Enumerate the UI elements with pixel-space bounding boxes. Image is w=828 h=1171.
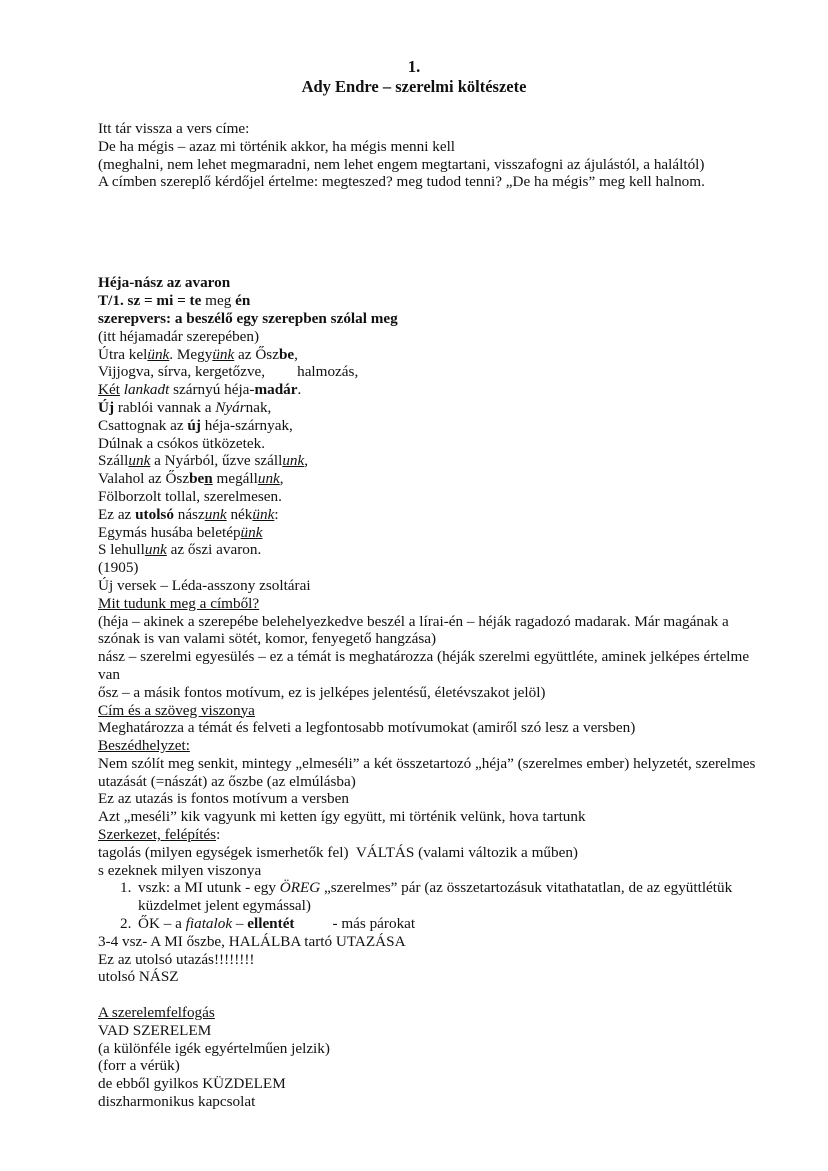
document-body [98,120,758,1111]
page-title: Ady Endre – szerelmi költészete [301,77,527,96]
paragraph: Nem szólít meg senkit, mintegy „elmeséli” a két összetartozó „héja” (szerelmes ember) helyzetét, szerelmes utazását (=nászát) az őszbe (az elmúlásba) [98,754,756,790]
poem-line: Új rablói vannak a Nyárnak, [98,398,272,416]
list-item: 2. ŐK – a fiatalok – ellentét - más párokat [120,915,416,933]
paragraph: Meghatározza a témát és felveti a legfontosabb motívumokat (amiről szó lesz a versben) [98,719,636,737]
paragraph: 3-4 vsz- A MI őszbe, HALÁLBA tartó UTAZÁSA [98,932,406,950]
person-note: T/1. sz = mi = te meg én [98,292,251,310]
structure-list [98,879,758,932]
role-line: szerepvers: a beszélő egy szerepben szólal meg [98,309,398,327]
poem-volume: Új versek – Léda-asszony zsoltárai [98,576,311,594]
poem-line: S lehullunk az őszi avaron. [98,541,262,559]
heading-title-meaning: Mit tudunk meg a címből? [98,594,260,612]
paragraph: VAD SZERELEM [98,1021,212,1039]
poem-line: Vijjogva, sírva, kergetőzve, halmozás, [98,363,359,381]
poem-line: Fölborzolt tollal, szerelmesen. [98,487,282,505]
heading-title-text-relation: Cím és a szöveg viszonya [98,701,255,719]
poem-title: Héja-nász az avaron [98,274,231,292]
paragraph: ősz – a másik fontos motívum, ez is jelképes jelentésű, életévszakot jelöl) [98,683,546,701]
intro-line: De ha mégis – azaz mi történik akkor, ha mégis menni kell [98,137,456,155]
poem-line: Valahol az Őszben megállunk, [98,470,284,488]
poem-line: Két lankadt szárnyú héja-madár. [98,381,302,399]
paragraph: utolsó NÁSZ [98,968,179,986]
role-note: (itt héjamadár szerepében) [98,327,260,345]
poem-year: (1905) [98,559,139,577]
heading-love-concept: A szerelemfelfogás [98,1004,215,1022]
paragraph: de ebből gyilkos KÜZDELEM [98,1075,286,1093]
paragraph: (a különféle igék egyértelműen jelzik) [98,1039,330,1057]
paragraph: Ez az utolsó utazás!!!!!!!! [98,950,255,968]
paragraph: Ez az utazás is fontos motívum a versben [98,790,349,808]
poem-line: Csattognak az új héja-szárnyak, [98,416,293,434]
intro-line: Itt tár vissza a vers címe: [98,120,250,137]
intro-line: (meghalni, nem lehet megmaradni, nem lehet engem megtartani, visszafogni az ájulástól, a haláltól) [98,155,705,173]
poem-line: Ez az utolsó nászunk nékünk: [98,505,279,523]
annotation-halmozas: halmozás, [297,363,359,381]
heading-speech-situation: Beszédhelyzet: [98,737,190,755]
paragraph: diszharmonikus kapcsolat [98,1093,256,1111]
poem-line: Dúlnak a csókos ütközetek. [98,434,266,452]
heading-structure: Szerkezet, felépítés: [98,826,221,844]
poem-line: Szállunk a Nyárból, űzve szállunk, [98,452,309,470]
paragraph: tagolás (milyen egységek ismerhetők fel) VÁLTÁS (valami változik a műben) [98,843,578,861]
list-item: 1. vszk: a MI utunk - egy ÖREG „szerelmes” pár (az összetartozásuk vitathatatlan, de az együttlétük küzdelmet jelent egymással) [120,879,733,915]
section-number: 1. [407,57,421,76]
intro-line: A címben szereplő kérdőjel értelme: megteszed? meg tudod tenni? „De ha mégis” meg kell halnom. [98,173,705,191]
paragraph: s ezeknek milyen viszonya [98,861,262,879]
poem-line: Útra kelünk. Megyünk az Őszbe, [98,345,298,363]
paragraph: Azt „meséli” kik vagyunk mi ketten így együtt, mi történik velünk, hova tartunk [98,808,586,826]
paragraph: (forr a vérük) [98,1057,180,1075]
paragraph: nász – szerelmi egyesülés – ez a témát is meghatározza (héják szerelmi együttléte, aminek jelképes értelme van [98,648,750,683]
poem-line: Egymás husába beletépünk [98,523,263,541]
paragraph: (héja – akinek a szerepébe belehelyezkedve beszél a lírai-én – héják ragadozó madarak. Már magának a szónak is van valami sötét, komor, fenyegető hangzása) [98,612,729,648]
